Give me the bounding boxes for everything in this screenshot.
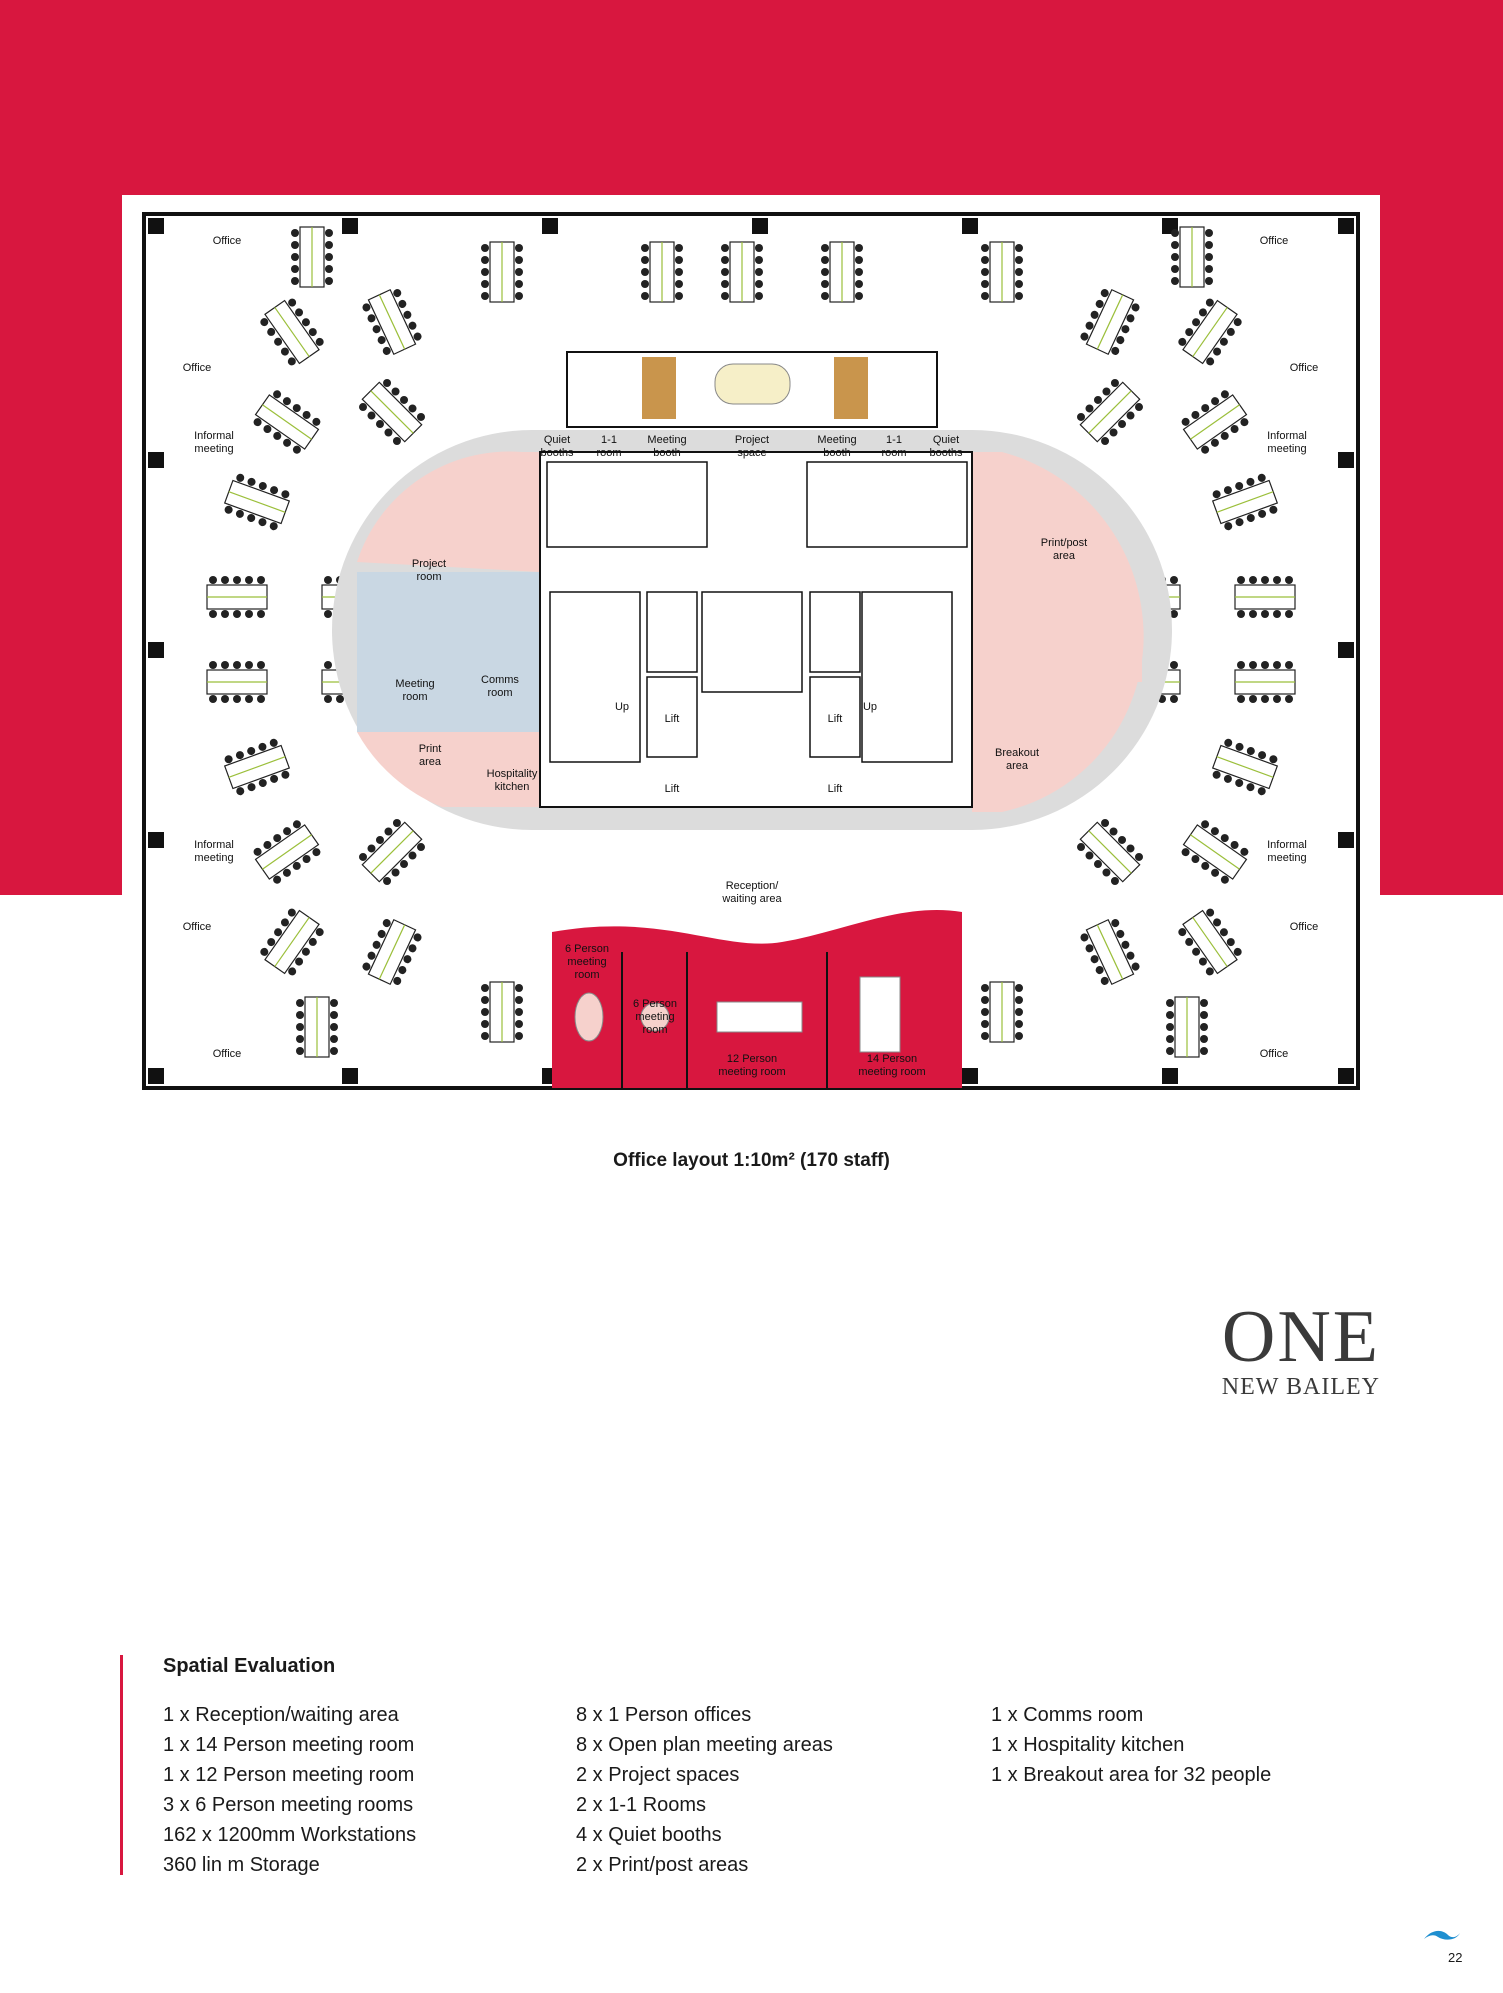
desk-cluster xyxy=(1171,227,1213,287)
label-office-br1: Office xyxy=(1289,921,1319,933)
label-office-bl2: Office xyxy=(212,1048,242,1060)
label-project-space-a: Project xyxy=(734,434,770,446)
label-print-l-b: area xyxy=(418,756,442,768)
label-print-post-a: Print/post xyxy=(1040,537,1088,549)
spatial-item: 1 x 12 Person meeting room xyxy=(163,1764,415,1786)
label-meeting-room-b: room xyxy=(402,691,428,703)
spatial-title: Spatial Evaluation xyxy=(163,1655,336,1677)
office-floor-plan xyxy=(142,212,1360,1090)
label-meeting-booth-r-a: Meeting xyxy=(817,434,857,446)
desk-cluster xyxy=(1235,661,1295,703)
label-hospitality-a: Hospitality xyxy=(486,768,538,780)
desk-cluster xyxy=(981,242,1023,302)
one-new-bailey-logo xyxy=(1160,1296,1380,1400)
label-meeting-room-a: Meeting xyxy=(395,678,435,690)
spatial-col-3 xyxy=(991,1700,1271,1790)
twelve-person-table xyxy=(717,1002,802,1032)
spatial-item: 1 x Hospitality kitchen xyxy=(991,1734,1185,1756)
label-twelve-b: meeting room xyxy=(718,1066,786,1078)
spatial-item: 3 x 6 Person meeting rooms xyxy=(163,1794,414,1816)
label-print-l-a: Print xyxy=(418,743,442,755)
label-up-r: Up xyxy=(862,701,878,713)
label-comms-room-a: Comms xyxy=(481,674,519,686)
project-space-table xyxy=(715,364,790,404)
spatial-item: 1 x Comms room xyxy=(991,1704,1144,1726)
label-informal-r2-b: meeting xyxy=(1267,852,1307,864)
building-core xyxy=(540,452,972,807)
label-quiet-r-a: Quiet xyxy=(932,434,960,446)
label-six-b-2: meeting xyxy=(635,1011,675,1023)
label-lift-3: Lift xyxy=(827,713,843,725)
label-informal-r1-a: Informal xyxy=(1267,430,1307,442)
comms-zone xyxy=(357,572,540,732)
label-breakout-a: Breakout xyxy=(994,747,1040,759)
fourteen-person-table xyxy=(860,977,900,1052)
desk-cluster xyxy=(721,242,763,302)
desk-cluster xyxy=(291,227,333,287)
spatial-item: 4 x Quiet booths xyxy=(576,1824,722,1846)
label-office-tl2: Office xyxy=(182,362,212,374)
label-breakout-b: area xyxy=(1005,760,1029,772)
desk-cluster xyxy=(207,661,267,703)
label-hospitality-b: kitchen xyxy=(494,781,530,793)
spatial-col-2 xyxy=(576,1700,833,1880)
label-one-r-b: room xyxy=(881,447,907,459)
label-informal-r2-a: Informal xyxy=(1267,839,1307,851)
label-office-tl1: Office xyxy=(212,235,242,247)
label-project-space-b: space xyxy=(737,447,767,459)
plan-caption: Office layout 1:10m² (170 staff) xyxy=(613,1150,890,1171)
label-six-a-3: room xyxy=(574,969,600,981)
spatial-item: 162 x 1200mm Workstations xyxy=(163,1824,417,1846)
desk-cluster xyxy=(481,982,523,1042)
accent-bar xyxy=(120,1655,123,1875)
label-project-room-a: Project xyxy=(411,558,447,570)
label-informal-l2-a: Informal xyxy=(194,839,234,851)
label-quiet-r-b: booths xyxy=(929,447,963,459)
spatial-item: 2 x Print/post areas xyxy=(576,1854,749,1876)
desk-cluster xyxy=(1235,576,1295,618)
label-six-b-1: 6 Person xyxy=(632,998,678,1010)
label-office-tr1: Office xyxy=(1259,235,1289,247)
meeting-booth-left xyxy=(642,357,676,419)
label-meeting-booth-r-b: booth xyxy=(823,447,851,459)
label-six-a-1: 6 Person xyxy=(564,943,610,955)
label-six-a-2: meeting xyxy=(567,956,607,968)
spatial-item: 2 x 1-1 Rooms xyxy=(576,1794,707,1816)
label-office-br2: Office xyxy=(1259,1048,1289,1060)
label-twelve-a: 12 Person xyxy=(726,1053,778,1065)
spatial-col-1 xyxy=(163,1700,416,1880)
label-lift-4: Lift xyxy=(827,783,843,795)
label-up-l: Up xyxy=(614,701,630,713)
label-informal-l2-b: meeting xyxy=(194,852,234,864)
spatial-item: 1 x Reception/waiting area xyxy=(163,1704,399,1726)
wave-icon xyxy=(1422,1925,1462,1943)
label-meeting-booth-l-a: Meeting xyxy=(647,434,687,446)
spatial-item: 8 x Open plan meeting areas xyxy=(576,1734,833,1756)
label-office-bl1: Office xyxy=(182,921,212,933)
desk-cluster xyxy=(981,982,1023,1042)
logo-line-one: ONE xyxy=(1221,1296,1380,1378)
spatial-item: 1 x 14 Person meeting room xyxy=(163,1734,415,1756)
spatial-item: 2 x Project spaces xyxy=(576,1764,740,1786)
meeting-booth-right xyxy=(834,357,868,419)
label-one-r-a: 1-1 xyxy=(886,434,902,446)
spatial-item: 8 x 1 Person offices xyxy=(576,1704,752,1726)
spatial-item: 1 x Breakout area for 32 people xyxy=(991,1764,1272,1786)
page-number: 22 xyxy=(1448,1950,1463,1965)
desk-cluster xyxy=(821,242,863,302)
desk-cluster xyxy=(641,242,683,302)
desk-cluster xyxy=(1166,997,1208,1057)
label-informal-r1-b: meeting xyxy=(1267,443,1307,455)
logo-line-two: NEW BAILEY xyxy=(1221,1374,1380,1400)
label-fourteen-a: 14 Person xyxy=(866,1053,918,1065)
label-comms-room-b: room xyxy=(487,687,513,699)
label-informal-l1-a: Informal xyxy=(194,430,234,442)
label-quiet-l-a: Quiet xyxy=(543,434,571,446)
label-quiet-l-b: booths xyxy=(540,447,574,459)
spatial-item: 360 lin m Storage xyxy=(163,1854,320,1876)
label-fourteen-b: meeting room xyxy=(858,1066,926,1078)
desk-cluster xyxy=(296,997,338,1057)
desk-cluster xyxy=(207,576,267,618)
label-lift-1: Lift xyxy=(664,713,680,725)
label-office-tr2: Office xyxy=(1289,362,1319,374)
label-informal-l1-b: meeting xyxy=(194,443,234,455)
label-lift-2: Lift xyxy=(664,783,680,795)
label-one-l-b: room xyxy=(596,447,622,459)
label-print-post-b: area xyxy=(1052,550,1076,562)
label-reception-b: waiting area xyxy=(722,893,782,905)
label-one-l-a: 1-1 xyxy=(601,434,617,446)
label-meeting-booth-l-b: booth xyxy=(653,447,681,459)
label-six-b-3: room xyxy=(642,1024,668,1036)
label-project-room-b: room xyxy=(416,571,442,583)
six-person-table-a xyxy=(575,993,603,1041)
label-reception-a: Reception/ xyxy=(725,880,779,892)
desk-cluster xyxy=(481,242,523,302)
